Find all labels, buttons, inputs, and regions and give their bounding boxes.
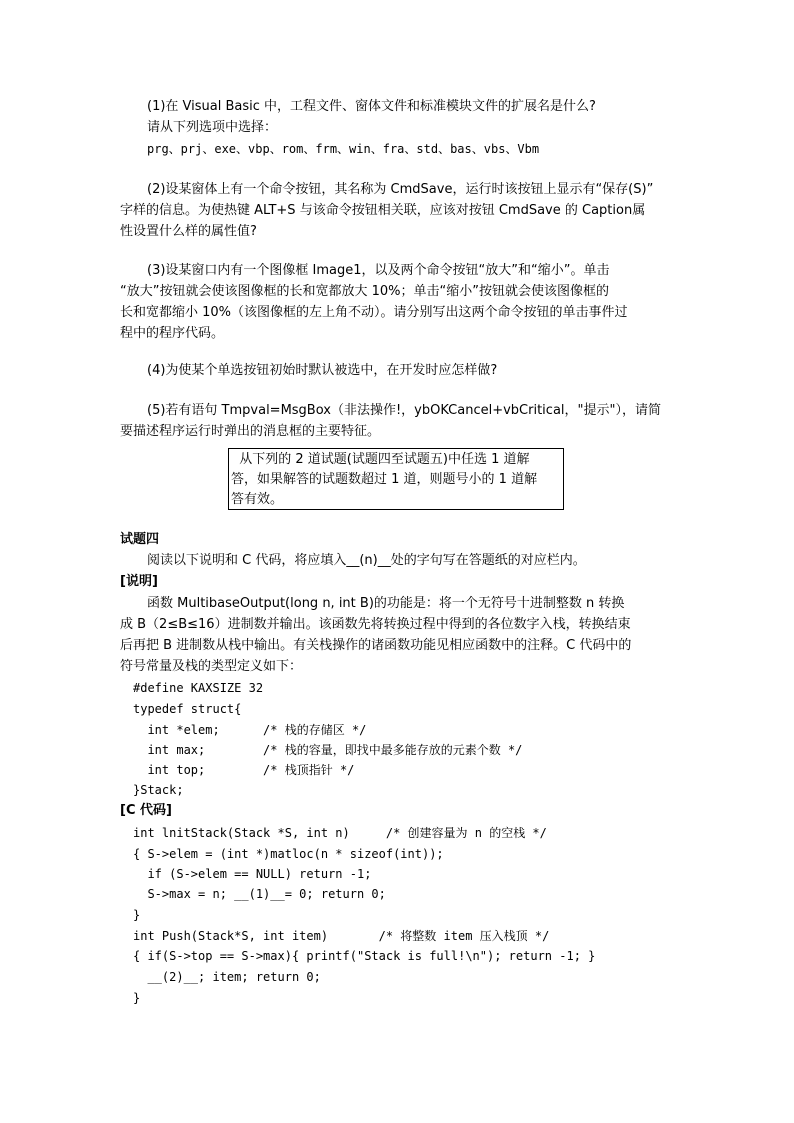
q3-line-3: 长和宽都缩小 10%（该图像框的左上角不动）。请分别写出这两个命令按钮的单击事件过 xyxy=(120,305,628,320)
q5-line-2: 要描述程序运行时弹出的消息框的主要特征。 xyxy=(120,424,381,439)
code-line: __(2)__; item; return 0; xyxy=(133,970,321,984)
q1-line-2: 请从下列选项中选择： xyxy=(147,120,278,135)
code-def-line: }Stack; xyxy=(133,783,184,797)
section-intro: 阅读以下说明和 C 代码，将应填入__(n)__处的字句写在答题纸的对应栏内。 xyxy=(147,553,586,568)
note-heading: [说明] xyxy=(120,574,158,589)
notice-line-1: 从下列的 2 道试题(试题四至试题五)中任选 1 道解 xyxy=(231,452,530,467)
code-line: int Push(Stack*S, int item) /* 将整数 item 压入栈顶 */ xyxy=(133,929,550,943)
code-def-line: int top; /* 栈顶指针 */ xyxy=(133,763,355,777)
code-line: } xyxy=(133,908,141,922)
q3-line-2: “放大”按钮就会使该图像框的长和宽都放大 10%；单击“缩小”按钮就会使该图像框的 xyxy=(120,284,609,299)
q3-line-1: (3)设某窗口内有一个图像框 Image1，以及两个命令按钮“放大”和“缩小”。单击 xyxy=(147,263,610,278)
q5-line-1: (5)若有语句 Tmpval=MsgBox（非法操作!，ybOKCancel+vbCritical，"提示"），请简 xyxy=(147,403,661,418)
q3-line-4: 程中的程序代码。 xyxy=(120,326,225,341)
code-line: { if(S->top == S->max){ printf("Stack is full!\n"); return -1; } xyxy=(133,949,596,963)
code-def-line: typedef struct{ xyxy=(133,702,242,716)
q1-line-3: prg、prj、exe、vbp、rom、frm、win、fra、std、bas、vbs、Vbm xyxy=(147,142,540,156)
notice-line-2: 答，如果解答的试题数超过 1 道，则题号小的 1 道解 xyxy=(231,472,538,487)
description-line-1: 函数 MultibaseOutput(long n, int B)的功能是：将一个无符号十进制整数 n 转换 xyxy=(147,596,625,611)
description-line-2: 成 B（2≤B≤16）进制数并输出。该函数先将转换过程中得到的各位数字入栈，转换结束 xyxy=(120,617,631,632)
code-line: S->max = n; __(1)__= 0; return 0; xyxy=(133,887,386,901)
code-def-line: int *elem; /* 栈的存储区 */ xyxy=(133,723,367,737)
code-line: } xyxy=(133,991,141,1005)
description-line-4: 符号常量及栈的类型定义如下： xyxy=(120,659,303,674)
section-title: 试题四 xyxy=(120,532,160,547)
q2-line-1: (2)设某窗体上有一个命令按钮，其名称为 CmdSave，运行时该按钮上显示有“保存(S)” xyxy=(147,182,654,197)
q2-line-3: 性设置什么样的属性值? xyxy=(120,224,257,239)
code-heading: [C 代码] xyxy=(120,803,172,818)
code-line: if (S->elem == NULL) return -1; xyxy=(133,867,372,881)
code-line: { S->elem = (int *)matloc(n * sizeof(int)); xyxy=(133,847,444,861)
code-def-line: #define KAXSIZE 32 xyxy=(133,681,264,695)
q4-line-1: (4)为使某个单选按钮初始时默认被选中，在开发时应怎样做? xyxy=(147,363,498,378)
q2-line-2: 字样的信息。为使热键 ALT+S 与该命令按钮相关联，应该对按钮 CmdSave 的 Caption属 xyxy=(120,203,646,218)
notice-line-3: 答有效。 xyxy=(231,492,284,507)
code-def-line: int max; /* 栈的容量，即找中最多能存放的元素个数 */ xyxy=(133,743,523,757)
q1-line-1: (1)在 Visual Basic 中，工程文件、窗体文件和标准模块文件的扩展名是什么? xyxy=(147,99,596,114)
notice-box xyxy=(228,448,564,510)
description-line-3: 后再把 B 进制数从栈中输出。有关栈操作的诸函数功能见相应函数中的注释。C 代码中的 xyxy=(120,638,632,653)
code-line: int lnitStack(Stack *S, int n) /* 创建容量为 n 的空栈 */ xyxy=(133,826,547,840)
